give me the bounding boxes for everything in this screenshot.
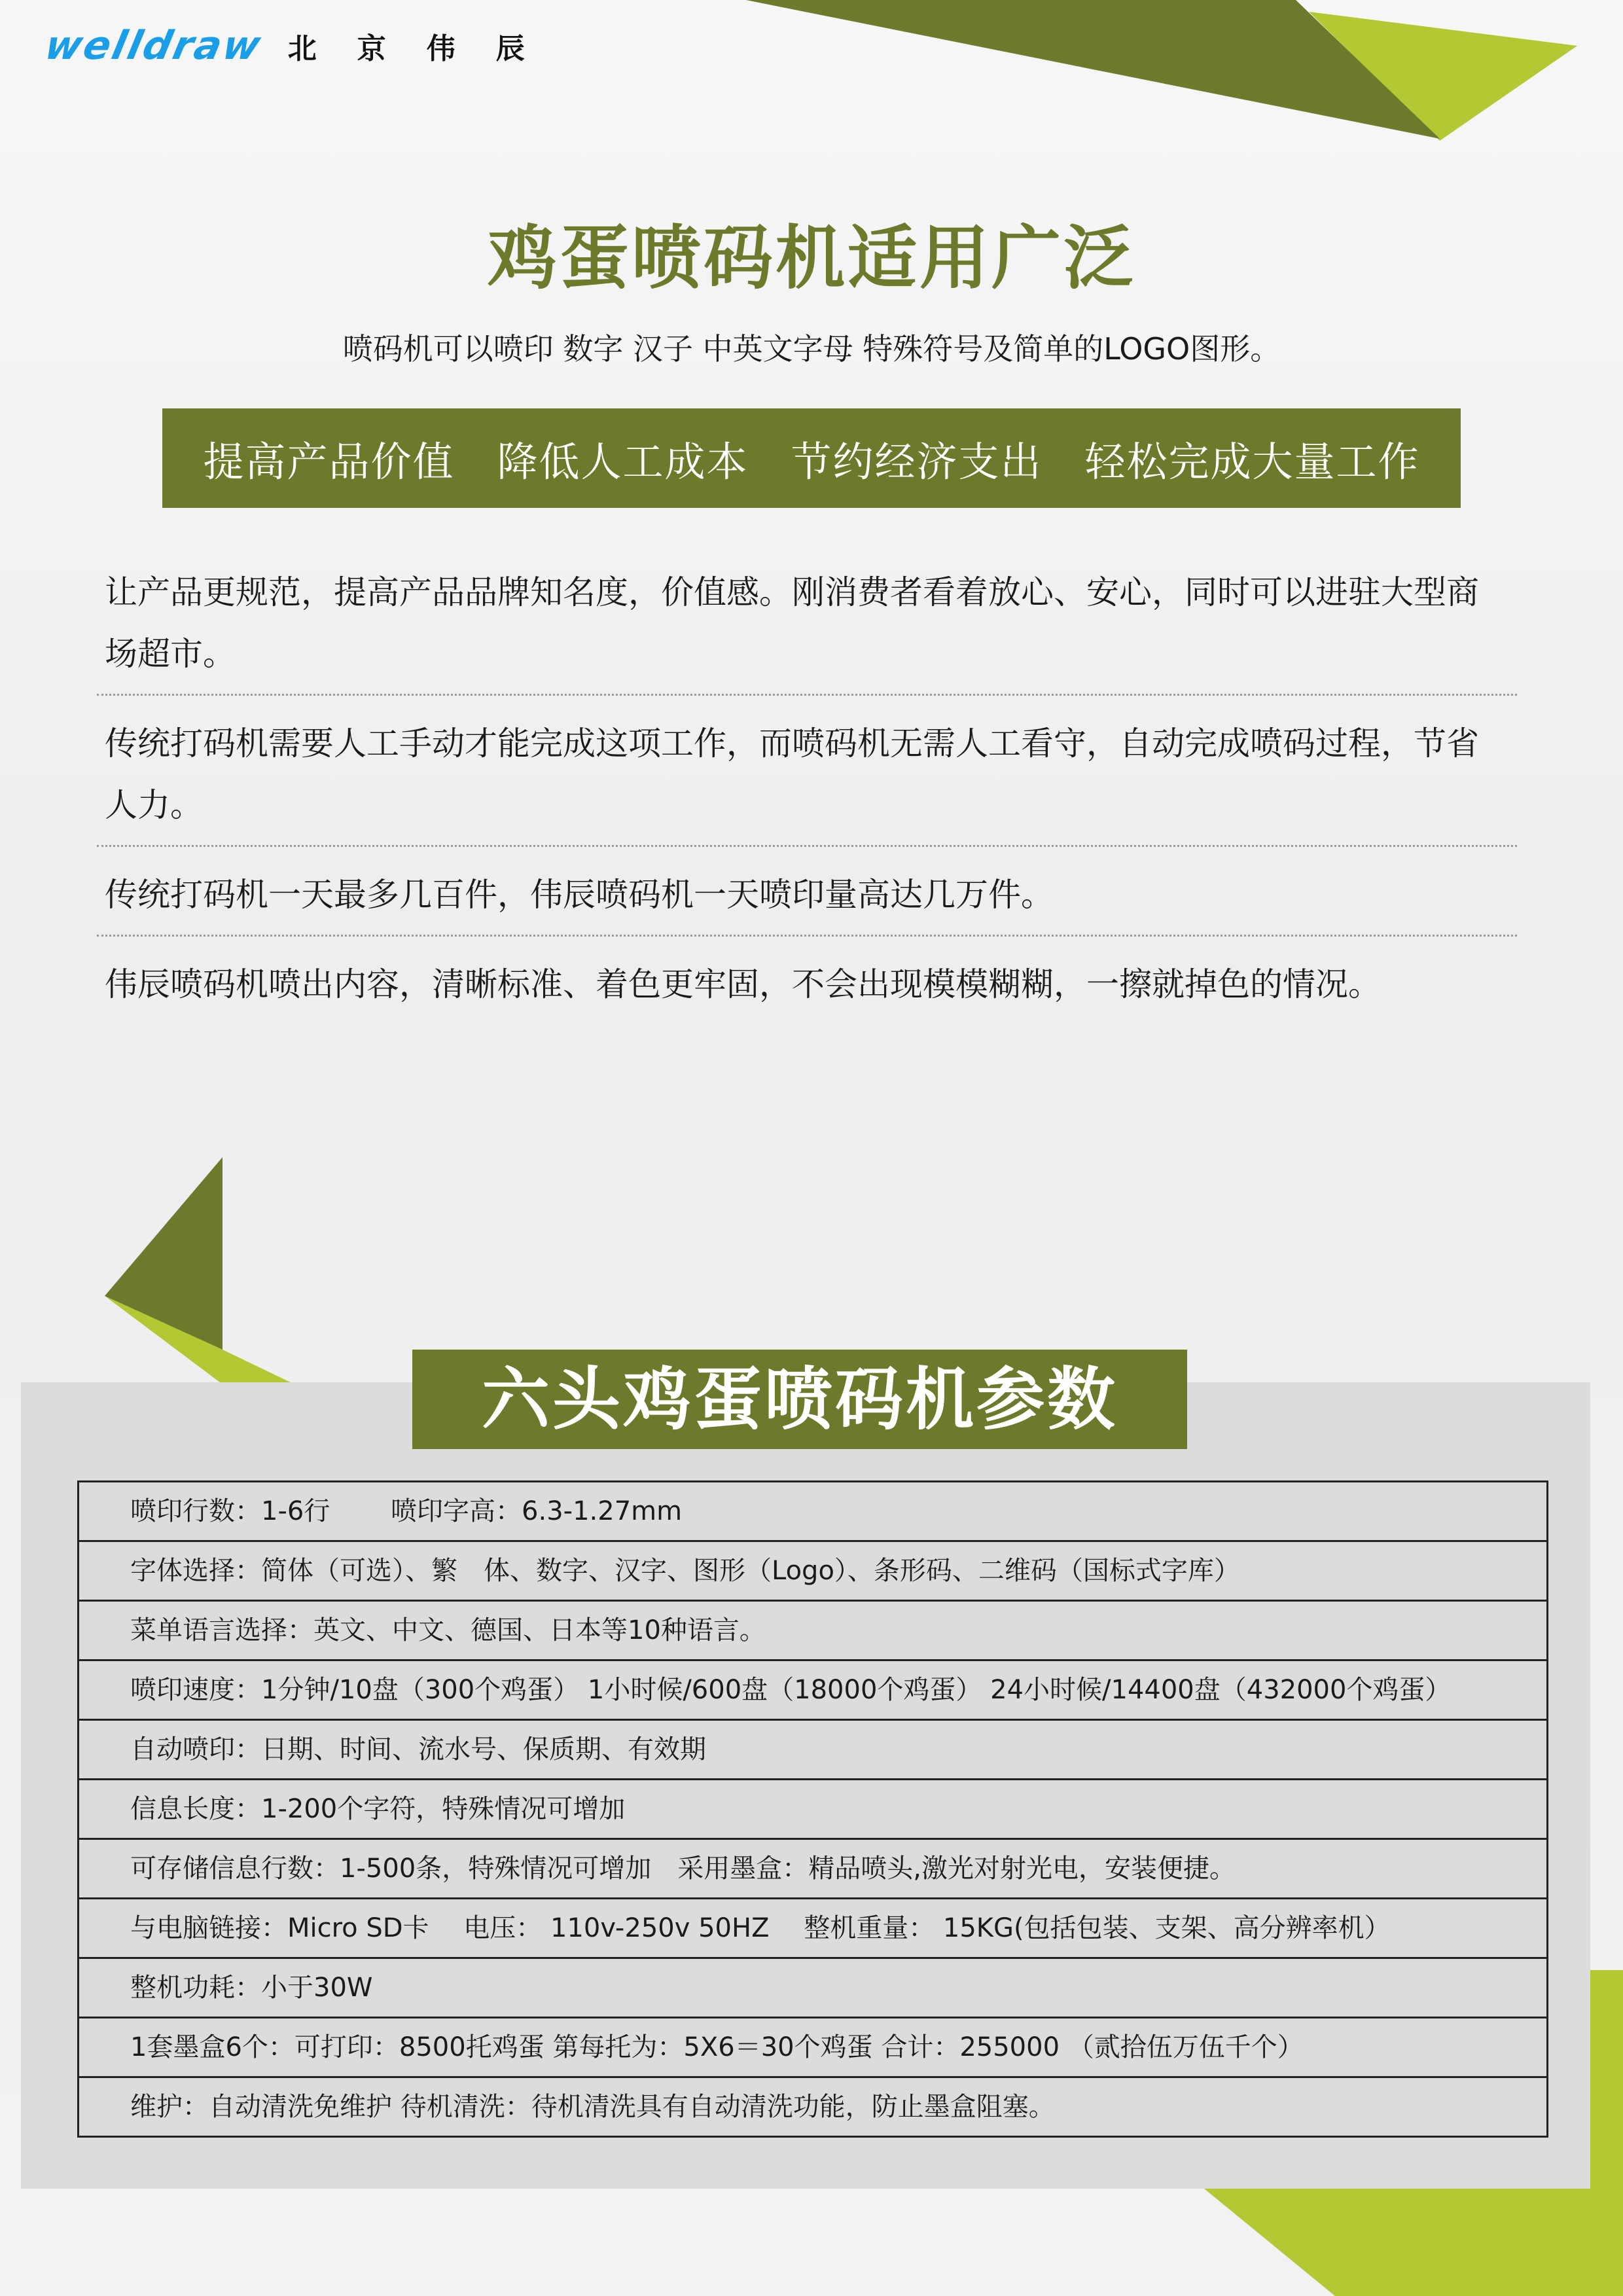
params-table	[77, 1480, 1548, 2138]
benefit-paragraph: 传统打码机一天最多几百件，伟辰喷码机一天喷印量高达几万件。	[97, 864, 1517, 937]
benefit-paragraph: 传统打码机需要人工手动才能完成这项工作，而喷码机无需人工看守，自动完成喷码过程，节省人力。	[97, 713, 1517, 847]
benefit-paragraph: 伟辰喷码机喷出内容，清晰标准、着色更牢固，不会出现模模糊糊，一擦就掉色的情况。	[105, 965, 1381, 1003]
param-row: 整机功耗：小于30W	[79, 1959, 1546, 2018]
param-row: 信息长度：1-200个字符，特殊情况可增加	[79, 1780, 1546, 1840]
param-row: 自动喷印：日期、时间、流水号、保质期、有效期	[79, 1721, 1546, 1780]
left-olive-triangle	[105, 1157, 223, 1350]
banner-item: 降低人工成本	[497, 437, 749, 486]
brand-header	[41, 23, 565, 69]
param-row: 菜单语言选择：英文、中文、德国、日本等10种语言。	[79, 1602, 1546, 1661]
param-row: 维护：自动清洗免维护 待机清洗：待机清洗具有自动清洗功能，防止墨盒阻塞。	[79, 2078, 1546, 2138]
param-row: 1套墨盒6个：可打印：8500托鸡蛋 第每托为：5X6＝30个鸡蛋 合计：255000 （贰拾伍万伍千个）	[79, 2018, 1546, 2078]
welldraw-logo: welldraw	[41, 23, 267, 69]
page-title: 鸡蛋喷码机适用广泛	[488, 218, 1135, 298]
benefits-list	[97, 562, 1517, 1041]
banner-item: 提高产品价值	[203, 437, 455, 486]
company-name: 北京伟辰	[287, 32, 565, 65]
param-row: 与电脑链接：Micro SD卡 电压： 110v-250v 50HZ 整机重量： 15KG(包括包装、支架、高分辨率机）	[79, 1899, 1546, 1959]
param-row: 喷印行数：1-6行 喷印字高：6.3-1.27mm	[79, 1482, 1546, 1542]
page-subtitle: 喷码机可以喷印 数字 汉子 中英文字母 特殊符号及简单的LOGO图形。	[342, 331, 1281, 367]
benefit-paragraph: 让产品更规范，提高产品品牌知名度，价值感。刚消费者看着放心、安心，同时可以进驻大型商场超市。	[97, 562, 1517, 696]
param-row: 字体选择：简体（可选）、繁 体、数字、汉字、图形（Logo）、条形码、二维码（国标式字库）	[79, 1542, 1546, 1602]
params-title: 六头鸡蛋喷码机参数	[412, 1350, 1187, 1449]
banner-item: 轻松完成大量工作	[1084, 437, 1420, 486]
param-row: 可存储信息行数：1-500条，特殊情况可增加 采用墨盒：精品喷头,激光对射光电，安装便捷。	[79, 1840, 1546, 1899]
banner-item: 节约经济支出	[791, 437, 1043, 486]
benefits-banner	[162, 408, 1461, 508]
param-row: 喷印速度：1分钟/10盘（300个鸡蛋） 1小时候/600盘（18000个鸡蛋） 24小时候/14400盘（432000个鸡蛋）	[79, 1661, 1546, 1721]
